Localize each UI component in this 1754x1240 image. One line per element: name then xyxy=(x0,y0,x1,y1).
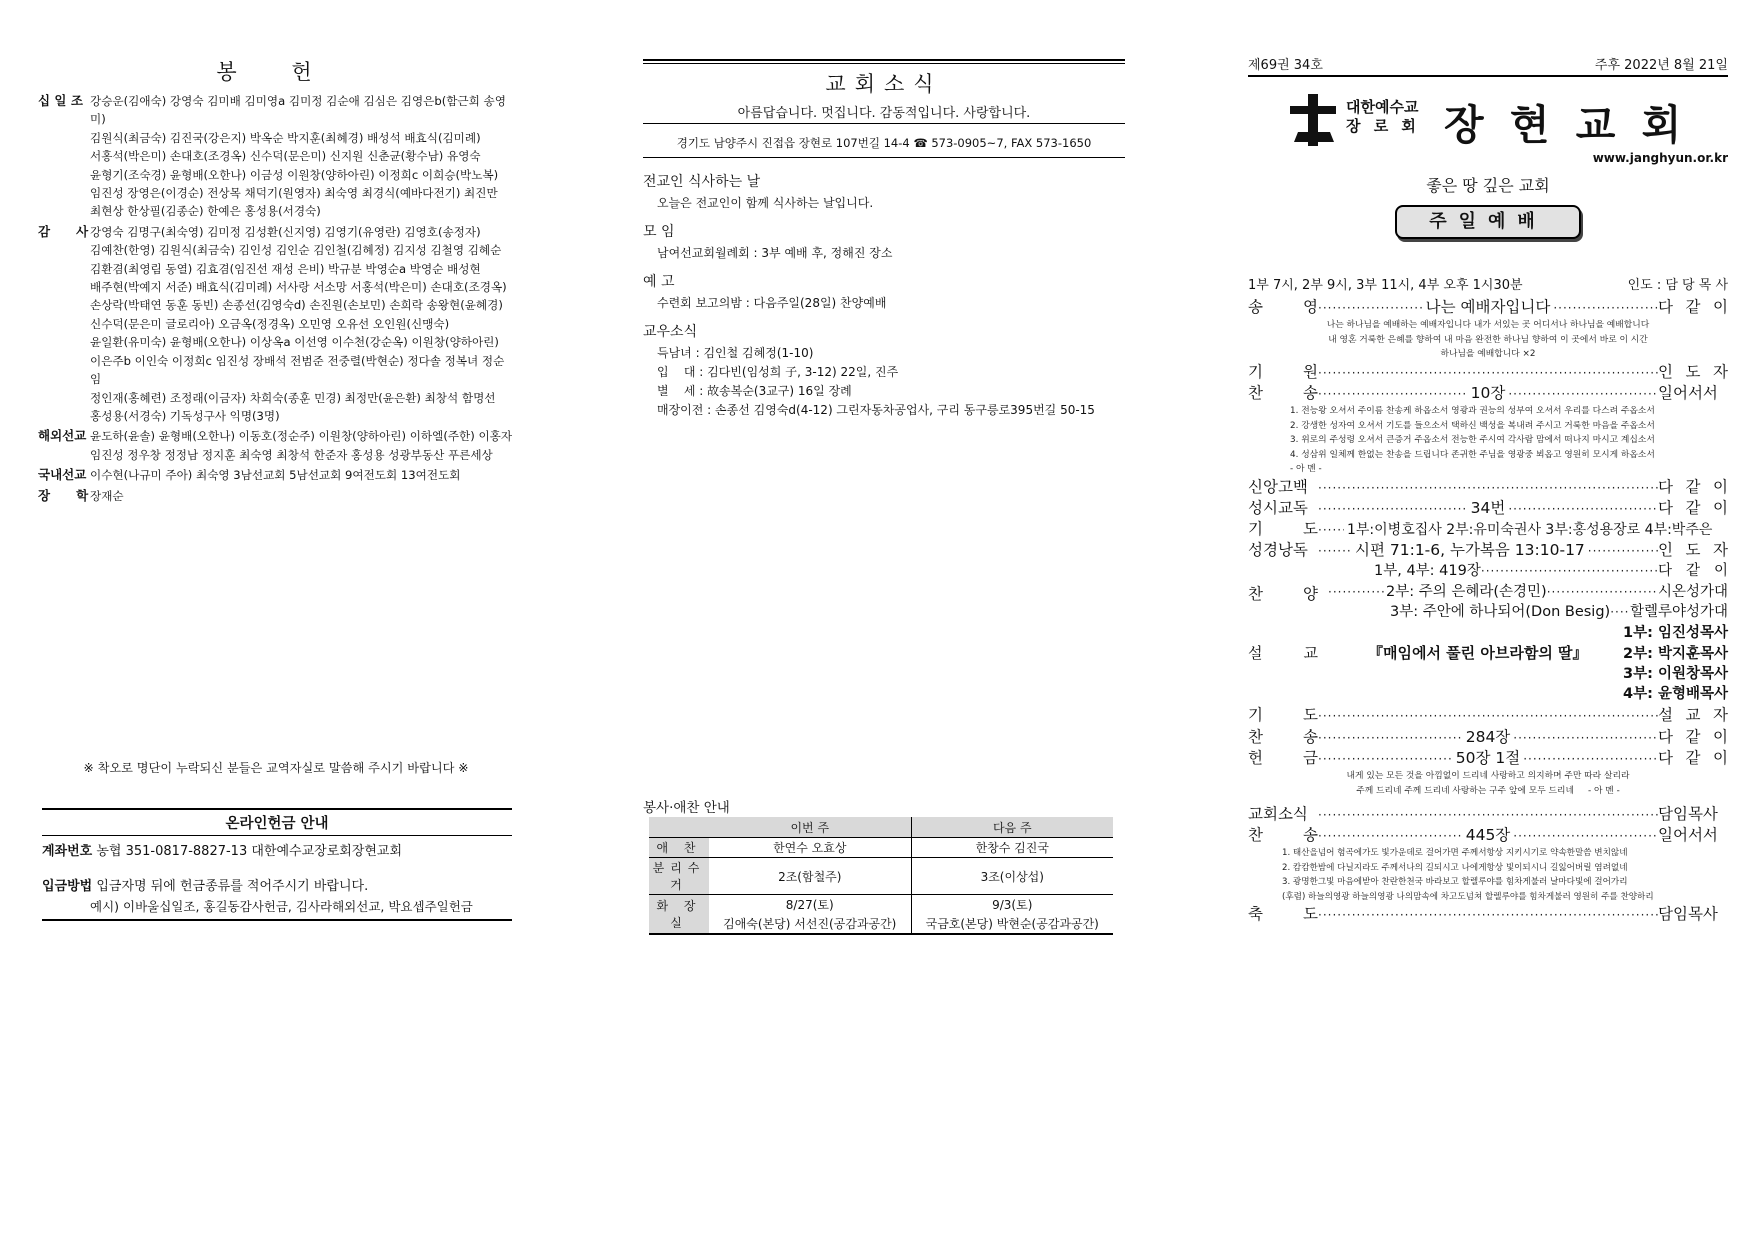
news-sections xyxy=(643,171,1125,428)
order-item xyxy=(1248,804,1728,825)
service-title: 봉사·애찬 안내 xyxy=(643,800,730,816)
order-of-worship xyxy=(1248,297,1728,926)
order-item xyxy=(1248,904,1728,925)
denomination-top: 대한예수교 xyxy=(1346,98,1419,116)
order-performer: 일어서서 xyxy=(1658,383,1718,402)
table-cell: 화 장 실 xyxy=(649,895,709,935)
service-times: 1부 7시, 2부 9시, 3부 11시, 4부 오후 1시30분 xyxy=(1248,278,1523,293)
order-item xyxy=(1248,727,1728,748)
worship-badge: 주일예배 xyxy=(1395,205,1581,239)
method-text: 입금자명 뒤에 헌금종류를 적어주시기 바랍니다. xyxy=(96,879,369,894)
order-content: 445장 xyxy=(1465,826,1511,845)
news-heading: 예 고 xyxy=(643,274,675,290)
service-table xyxy=(649,817,1113,935)
table-cell: 국금호(본당) 박현순(공감과공간) xyxy=(911,914,1113,934)
sermon-pastor: 3부: 이원창목사 xyxy=(1623,666,1728,683)
omission-notice: ※ 착오로 명단이 누락되신 분들은 교역자실로 말씀해 주시기 바랍니다 ※ xyxy=(83,761,469,775)
order-performer: 담임목사 xyxy=(1658,905,1718,924)
order-content: 10장 xyxy=(1470,383,1506,402)
offering-group-label: 감 사 xyxy=(38,223,89,239)
praise-part: 1부, 4부: 419장 xyxy=(1374,563,1481,580)
order-label: 성시교독 xyxy=(1248,498,1308,517)
order-label: 찬 송 xyxy=(1248,727,1318,746)
order-label: 송 영 xyxy=(1248,298,1318,316)
order-label: 신앙고백 xyxy=(1248,477,1308,496)
offering-title: 봉 헌 xyxy=(216,60,336,84)
news-item: 득남녀 : 김인철 김혜정(1-10) xyxy=(657,346,814,360)
table-row xyxy=(649,914,1113,934)
news-section xyxy=(643,321,1125,420)
order-item xyxy=(1248,519,1728,540)
order-item xyxy=(1248,705,1728,726)
church-logo xyxy=(1284,92,1714,148)
offering-group-label: 장 학 xyxy=(38,487,89,503)
order-item xyxy=(1248,748,1728,769)
order-content: 50장 1절 xyxy=(1455,748,1521,767)
order-label: 찬 양 xyxy=(1248,585,1318,604)
order-item xyxy=(1248,540,1728,561)
order-performer: 다 같 이 xyxy=(1658,748,1728,767)
order-item xyxy=(1248,643,1728,664)
account-row xyxy=(42,840,512,859)
online-offering-box xyxy=(42,808,512,921)
order-item xyxy=(1248,825,1728,846)
lyrics: 나는 하나님을 예배하는 예배자입니다 내가 서있는 곳 어디서나 하나님을 예배합니다 내 영혼 거룩한 은혜를 향하여 내 마음 완전한 하나님 향하여 이 곳에서 바로 이 시간 하나님을 예배합니다 ×2 xyxy=(1326,320,1650,360)
praise-item xyxy=(1390,602,1728,622)
order-label: 설 교 xyxy=(1248,644,1318,663)
offering-group xyxy=(38,427,514,464)
divider xyxy=(42,919,512,921)
order-performer: 다 같 이 xyxy=(1658,498,1729,517)
order-item xyxy=(1248,362,1728,383)
church-motto: 아름답습니다. 멋집니다. 감동적입니다. 사랑합니다. xyxy=(737,106,1031,121)
sermon-pastor: 2부: 박지훈목사 xyxy=(1623,646,1728,663)
divider xyxy=(643,123,1125,124)
table-row xyxy=(649,838,1113,858)
account-number: 농협 351-0817-8827-13 대한예수교장로회장현교회 xyxy=(96,844,403,859)
order-label: 찬 송 xyxy=(1248,383,1318,402)
order-label: 찬 송 xyxy=(1248,826,1318,845)
table-header-cell: 이번 주 xyxy=(709,817,911,838)
church-slogan: 좋은 땅 깊은 교회 xyxy=(1426,176,1550,195)
method-row xyxy=(42,875,512,894)
offering-group xyxy=(38,487,514,505)
sermon-title: 『매임에서 풀린 아브라함의 딸』 xyxy=(1368,644,1588,663)
order-performer: 일어서서 xyxy=(1658,826,1718,845)
lyrics: 내게 있는 모든 것을 아낌없이 드리네 사랑하고 의지하며 주만 따라 살리라 주께 드리네 주께 드리네 사랑하는 구주 앞에 모두 드리네 - 아 멘 - xyxy=(1346,771,1630,796)
offering-group-label: 해외선교 xyxy=(38,428,87,444)
news-section xyxy=(643,271,1125,313)
praise-performer: 다 같 이 xyxy=(1658,563,1728,580)
denomination xyxy=(1346,98,1420,136)
table-cell: 애 찬 xyxy=(649,838,709,858)
order-performer: 다 같 이 xyxy=(1658,727,1728,746)
offering-group-names: 이수현(나규미 주아) 최숙영 3남선교회 5남선교회 9여전도회 13여전도회 xyxy=(90,468,461,483)
news-section xyxy=(643,221,1125,263)
praise-part: 2부: 주의 은혜라(손경민) xyxy=(1386,584,1547,601)
divider xyxy=(643,157,1125,158)
praise-performer: 시온성가대 xyxy=(1657,584,1728,601)
sermon-block xyxy=(1248,623,1728,705)
order-label: 기 원 xyxy=(1248,362,1318,381)
news-heading: 교우소식 xyxy=(643,324,698,340)
news-item: 오늘은 전교인이 함께 식사하는 날입니다. xyxy=(657,196,874,210)
offering-group xyxy=(38,92,514,221)
news-item: 별 세 : 故송복순(3교구) 16일 장례 xyxy=(657,384,852,398)
offering-group-label: 십 일 조 xyxy=(38,93,83,108)
table-header-cell: 다음 주 xyxy=(911,817,1113,838)
order-content: 나는 예배자입니다 xyxy=(1425,298,1551,316)
order-label: 기 도 xyxy=(1248,706,1318,725)
news-heading: 모 임 xyxy=(643,224,675,240)
table-cell: 한창수 김진국 xyxy=(911,838,1113,858)
order-label: 헌 금 xyxy=(1248,748,1318,767)
news-item: 매장이전 : 손종선 김영숙d(4-12) 그린자동차공업사, 구리 동구릉로395번길 50-15 xyxy=(657,403,1095,417)
order-performer: 다 같 이 xyxy=(1658,477,1728,496)
order-performer: 설 교 자 xyxy=(1658,706,1728,725)
news-title: 교회소식 xyxy=(825,72,943,96)
news-item: 입 대 : 김다빈(임성희 子, 3-12) 22일, 진주 xyxy=(657,365,899,379)
table-header-cell xyxy=(649,817,709,838)
praise-item xyxy=(1328,582,1728,602)
praise-block xyxy=(1248,561,1728,623)
offering-group-names: 윤도하(윤솔) 윤형배(오한나) 이동호(정순주) 이원창(양하아린) 이하엘(주한) 이홍자 임진성 정우창 정정남 정지훈 최숙영 최창석 한준자 홍성용 성광부동산 푸른세상 xyxy=(90,429,513,462)
offering-group xyxy=(38,466,514,484)
praise-item xyxy=(1374,561,1728,581)
praise-performer: 할렐루야성가대 xyxy=(1629,604,1728,621)
method-label: 입금방법 xyxy=(42,879,93,894)
table-header xyxy=(649,817,1113,838)
order-content: 1부:이병호집사 2부:유미숙권사 3부:홍성용장로 4부:박주은 xyxy=(1347,522,1713,539)
news-item: 남여선교회월례회 : 3부 예배 후, 정해진 장소 xyxy=(657,246,893,260)
lyrics: 1. 전능왕 오셔서 주이름 찬송케 하옵소서 영광과 권능의 성부여 오셔서 우리를 다스려 주옵소서 2. 강생한 성자여 오셔서 기도를 들으소서 택하신 백성을 복내려 주시고 거룩한 마음을 주옵소서 3. 위로의 주성령 오셔서 큰증거 주옵소서 전능한 주시여 각사람 맘에서 떠나지 마시고 계십소서 4. 성삼위 일체께 한없는 찬송을 드립니다 존귀한 주님을 영광중 뵈옵고 영원히 모시게 하옵소서 - 아 멘 - xyxy=(1290,406,1655,475)
order-content: 시편 71:1-6, 누가복음 13:10-17 xyxy=(1355,541,1585,560)
order-label: 교회소식 xyxy=(1248,805,1308,824)
table-cell: 2조(함철주) xyxy=(709,858,911,895)
service-leader: 인도 : 담 당 목 사 xyxy=(1627,278,1728,293)
divider xyxy=(1248,75,1728,77)
order-content: 284장 xyxy=(1465,727,1511,746)
volume-number: 제69권 34호 xyxy=(1248,58,1323,73)
cross-icon xyxy=(1284,92,1344,148)
table-cell: 김애숙(본당) 서선진(공감과공간) xyxy=(709,914,911,934)
news-section xyxy=(643,171,1125,213)
table-cell: 분리수거 xyxy=(649,858,709,895)
table-cell: 8/27(토) xyxy=(785,898,834,912)
order-performer: 다 같 이 xyxy=(1658,298,1728,316)
order-label: 기 도 xyxy=(1248,520,1318,539)
order-performer: 인 도 자 xyxy=(1658,541,1728,560)
order-label: 성경낭독 xyxy=(1248,541,1308,560)
table-cell: 9/3(토) xyxy=(911,895,1113,915)
church-website[interactable]: www.janghyun.or.kr xyxy=(1592,151,1728,165)
order-performer: 인 도 자 xyxy=(1658,362,1728,381)
order-item xyxy=(1248,383,1728,404)
offering-group xyxy=(38,223,514,425)
sermon-pastor: 4부: 윤형배목사 xyxy=(1623,686,1728,703)
offering-group-names: 강승운(김애숙) 강영숙 김미배 김미영a 김미정 김순애 김심은 김영은b(함근희 송영미) 김원식(최금숙) 김진국(강은지) 박옥순 박지훈(최혜경) 배성석 배효식(김미례) 서홍석(박은미) 손대호(조경옥) 신수덕(문은미) 신지원 신춘균(황수남) 유영숙 윤형기(조숙경) 윤형배(오한나) 이금성 이원창(양하아린) 이정희c 이희승(박노복) 임진성 장영은(이경순) 전상목 채덕기(원영자) 최숙영 최경식(예바다전기) 최진만 최현상 한상필(김종순) 한예은 홍성용(서경숙) xyxy=(90,94,506,219)
table-cell: 한연수 오효상 xyxy=(709,838,911,858)
news-item: 수련회 보고의밤 : 다음주일(28일) 찬양예배 xyxy=(657,296,887,310)
order-content: 34번 xyxy=(1470,498,1506,517)
order-item xyxy=(1248,297,1728,318)
method-example: 예시) 이바울십일조, 홍길동감사헌금, 김사라해외선교, 박요셉주일헌금 xyxy=(90,899,473,914)
divider xyxy=(643,59,1125,61)
lyrics: 1. 태산을넘어 험곡에가도 빛가운데로 걸어가면 주께서항상 지키시기로 약속한말씀 변치않네 2. 캄캄한밤에 다닐지라도 주께서나의 길되시고 나에게항상 빛이되시니 길잃어버릴 염려없네 3. 광명한그빛 마음에받아 찬란한천국 바라보고 할렐루야를 힘차게불러 날마다빛에 걸어가리 (후렴) 하늘의영광 하늘의영광 나의맘속에 차고도넘쳐 할렐루야를 힘차게불러 영원히 주를 찬양하리 xyxy=(1282,848,1654,902)
news-heading: 전교인 식사하는 날 xyxy=(643,174,761,190)
table-cell: 3조(이상섭) xyxy=(911,858,1113,895)
offering-group-label: 국내선교 xyxy=(38,467,87,483)
online-offering-title: 온라인헌금 안내 xyxy=(42,808,512,836)
table-row xyxy=(649,895,1113,915)
bulletin-date: 주후 2022년 8월 21일 xyxy=(1594,58,1728,73)
table-row xyxy=(649,858,1113,895)
praise-part: 3부: 주안에 하나되어(Don Besig) xyxy=(1390,604,1611,621)
divider xyxy=(643,63,1125,64)
church-address: 경기도 남양주시 진접읍 장현로 107번길 14-4 ☎ 573-0905~7, FAX 573-1650 xyxy=(676,136,1092,150)
offering-list xyxy=(38,92,514,507)
sermon-pastor: 1부: 임진성목사 xyxy=(1623,625,1728,642)
church-name: 장 현 교 회 xyxy=(1444,101,1688,149)
order-label: 축 도 xyxy=(1248,905,1318,924)
offering-group-names: 장재순 xyxy=(90,488,124,503)
offering-group-names: 강영숙 김명구(최숙영) 김미정 김성환(신지영) 김영기(유영란) 김영호(송정자) 김예찬(한영) 김원식(최금숙) 김인성 김인순 김인철(김혜정) 김지성 김철영 김혜순 김환겸(최영림 동열) 김효겸(임진선 재성 은비) 박규분 박영순a 박영순 배성현 배주현(박예지 서준) 배효식(김미례) 서사랑 서소망 서홍석(박은미) 손대호(조경옥) 손상락(박태연 동훈 동빈) 손종선(김영숙d) 손진원(손보민) 손희락 송왕현(윤혜경) 신수덕(문은미 글로리아) 오금옥(정경옥) 오민영 오유선 오인원(신맹숙) 윤일환(유미숙) 윤형배(오한나) 이상옥a 이선영 이수천(강순옥) 이원창(양하아린) 이은주b 이인숙 이정희c 임진성 장배석 전범준 전중렬(박현순) 정다솔 정복녀 정순임 정인재(홍혜련) 조정래(이금자) 차희숙(종훈 민경) 최정만(윤은환) 최창석 함명선 홍성용(서경숙) 기독성구사 익명(3명) xyxy=(90,224,507,423)
order-performer: 담임목사 xyxy=(1658,805,1718,824)
denomination-bottom: 장 로 회 xyxy=(1346,117,1420,135)
account-label: 계좌번호 xyxy=(42,844,93,859)
order-item xyxy=(1248,498,1728,519)
order-item xyxy=(1248,477,1728,498)
